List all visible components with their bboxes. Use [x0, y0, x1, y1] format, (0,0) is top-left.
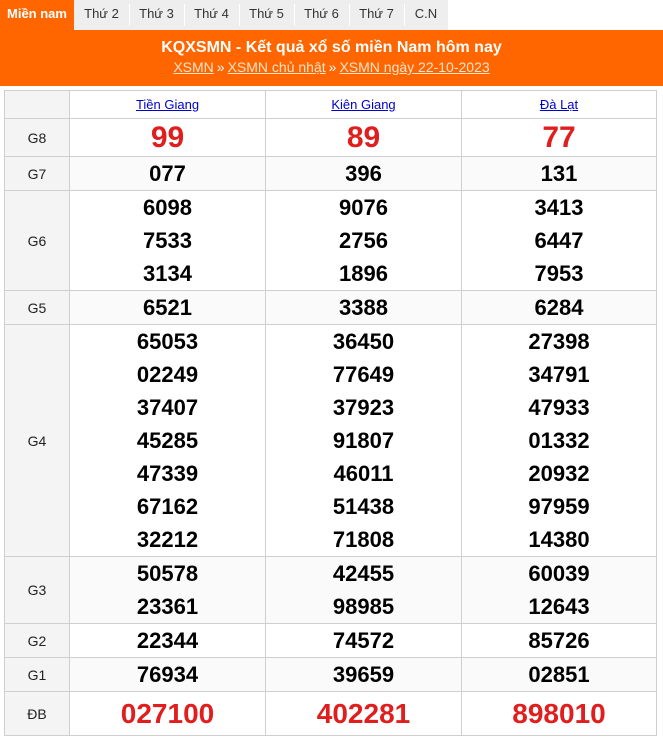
tab-divider	[184, 4, 185, 26]
prize-number: 2756	[339, 228, 388, 253]
prize-number: 1896	[339, 261, 388, 286]
province-header-row	[5, 91, 657, 119]
results-banner	[0, 30, 663, 86]
prize-cell	[462, 119, 657, 157]
prize-number: 89	[346, 120, 381, 154]
tab-mien-nam[interactable]: Miền nam	[0, 0, 74, 30]
tab-thu-5[interactable]: Thứ 5	[239, 0, 294, 30]
province-link-tien-giang[interactable]: Tiền Giang	[135, 97, 200, 112]
prize-number: 76934	[136, 662, 199, 687]
tab-divider	[129, 4, 130, 26]
prize-number: 34791	[528, 362, 590, 387]
prize-number: 3388	[339, 295, 388, 320]
province-header	[462, 91, 657, 119]
prize-number: 47933	[528, 395, 590, 420]
prize-number: 7533	[143, 228, 192, 253]
prize-number: 50578	[136, 561, 199, 586]
prize-cell	[70, 692, 266, 736]
special-prize-number: 027100	[120, 697, 215, 729]
prize-cell	[266, 692, 462, 736]
prize-cell	[70, 325, 266, 557]
tab-chu-nhat[interactable]: C.N	[404, 0, 448, 30]
prize-cell	[266, 325, 462, 557]
prize-number: 42455	[332, 561, 395, 586]
prize-number: 46011	[333, 461, 394, 486]
prize-row	[5, 557, 657, 624]
breadcrumb-link-xsmn-chu-nhat[interactable]: XSMN chủ nhật	[227, 59, 326, 75]
province-header	[266, 91, 462, 119]
tab-thu-3[interactable]: Thứ 3	[129, 0, 184, 30]
province-link-kien-giang[interactable]: Kiên Giang	[331, 97, 396, 112]
prize-cell	[462, 658, 657, 692]
prize-row	[5, 191, 657, 291]
tab-divider	[294, 4, 295, 26]
prize-number: 02851	[528, 662, 590, 687]
prize-number: 23361	[136, 594, 199, 619]
prize-number: 396	[345, 161, 382, 186]
prize-number: 32212	[136, 527, 199, 552]
prize-cell	[266, 624, 462, 658]
prize-number: 71808	[332, 527, 395, 552]
page-title: KQXSMN - Kết quả xổ số miền Nam hôm nay	[161, 39, 502, 56]
prize-cell	[70, 291, 266, 325]
prize-number: 27398	[528, 329, 590, 354]
prize-number: 98985	[332, 594, 395, 619]
prize-row	[5, 157, 657, 191]
prize-number: 01332	[528, 428, 590, 453]
prize-number: 6521	[143, 295, 192, 320]
prize-cell	[462, 692, 657, 736]
prize-cell	[462, 325, 657, 557]
prize-number: 9076	[339, 195, 388, 220]
prize-number: 97959	[528, 494, 590, 519]
prize-label: G7	[5, 157, 70, 191]
prize-number: 74572	[332, 628, 395, 653]
prize-cell	[462, 191, 657, 291]
prize-number: 077	[149, 161, 186, 186]
prize-label: G3	[5, 557, 70, 624]
prize-label: G6	[5, 191, 70, 291]
province-link-da-lat[interactable]: Đà Lạt	[539, 97, 579, 112]
prize-number: 99	[150, 120, 185, 154]
prize-label: G2	[5, 624, 70, 658]
prize-cell	[266, 557, 462, 624]
region-day-tabs	[0, 0, 663, 30]
prize-label: ĐB	[5, 692, 70, 736]
prize-label: G8	[5, 119, 70, 157]
prize-number: 77649	[332, 362, 395, 387]
prize-number: 47339	[136, 461, 199, 486]
prize-number: 37407	[136, 395, 199, 420]
province-header	[70, 91, 266, 119]
prize-row	[5, 291, 657, 325]
prize-cell	[266, 191, 462, 291]
prize-row	[5, 624, 657, 658]
prize-rows	[5, 119, 657, 736]
prize-number: 02249	[136, 362, 199, 387]
prize-label: G1	[5, 658, 70, 692]
prize-cell	[70, 191, 266, 291]
prize-number: 37923	[332, 395, 395, 420]
prize-number: 6284	[534, 295, 584, 320]
tab-thu-6[interactable]: Thứ 6	[294, 0, 349, 30]
prize-number: 85726	[528, 628, 590, 653]
prize-number: 77	[542, 120, 576, 154]
prize-number: 45285	[136, 428, 199, 453]
prize-number: 22344	[136, 628, 199, 653]
prize-row	[5, 119, 657, 157]
prize-cell	[70, 624, 266, 658]
prize-cell	[70, 658, 266, 692]
prize-number: 65053	[136, 329, 199, 354]
tab-divider	[404, 4, 405, 26]
prize-cell	[266, 157, 462, 191]
prize-cell	[266, 291, 462, 325]
tab-divider	[239, 4, 240, 26]
breadcrumb-link-xsmn-date[interactable]: XSMN ngày 22-10-2023	[339, 59, 490, 75]
prize-number: 60039	[528, 561, 590, 586]
prize-cell	[462, 624, 657, 658]
prize-number: 91807	[332, 428, 395, 453]
prize-number: 131	[540, 161, 578, 186]
prize-number: 3134	[143, 261, 192, 286]
prize-cell	[70, 557, 266, 624]
prize-number: 12643	[528, 594, 590, 619]
prize-number: 6447	[534, 228, 584, 253]
special-prize-number: 898010	[512, 697, 606, 729]
tab-thu-4[interactable]: Thứ 4	[184, 0, 239, 30]
prize-cell	[70, 119, 266, 157]
breadcrumb-separator: »	[328, 59, 337, 75]
prize-row	[5, 692, 657, 736]
prize-number: 14380	[528, 527, 590, 552]
prize-cell	[266, 658, 462, 692]
prize-cell	[462, 291, 657, 325]
tab-thu-7[interactable]: Thứ 7	[349, 0, 404, 30]
special-prize-number: 402281	[316, 697, 411, 729]
prize-label: G4	[5, 325, 70, 557]
prize-number: 20932	[528, 461, 590, 486]
prize-number: 39659	[332, 662, 395, 687]
prize-number: 7953	[534, 261, 584, 286]
breadcrumb-separator: »	[216, 59, 225, 75]
prize-number: 36450	[332, 329, 395, 354]
header-corner	[5, 91, 70, 119]
prize-number: 3413	[534, 195, 584, 220]
prize-label: G5	[5, 291, 70, 325]
tab-divider	[349, 4, 350, 26]
lottery-results-table	[4, 90, 657, 736]
prize-cell	[266, 119, 462, 157]
breadcrumb-link-xsmn[interactable]: XSMN	[173, 59, 214, 75]
prize-number: 67162	[136, 494, 199, 519]
prize-row	[5, 658, 657, 692]
prize-number: 51438	[332, 494, 395, 519]
prize-cell	[462, 557, 657, 624]
tab-thu-2[interactable]: Thứ 2	[74, 0, 129, 30]
breadcrumb	[0, 59, 663, 75]
prize-cell	[462, 157, 657, 191]
prize-cell	[70, 157, 266, 191]
prize-number: 6098	[143, 195, 192, 220]
prize-row	[5, 325, 657, 557]
